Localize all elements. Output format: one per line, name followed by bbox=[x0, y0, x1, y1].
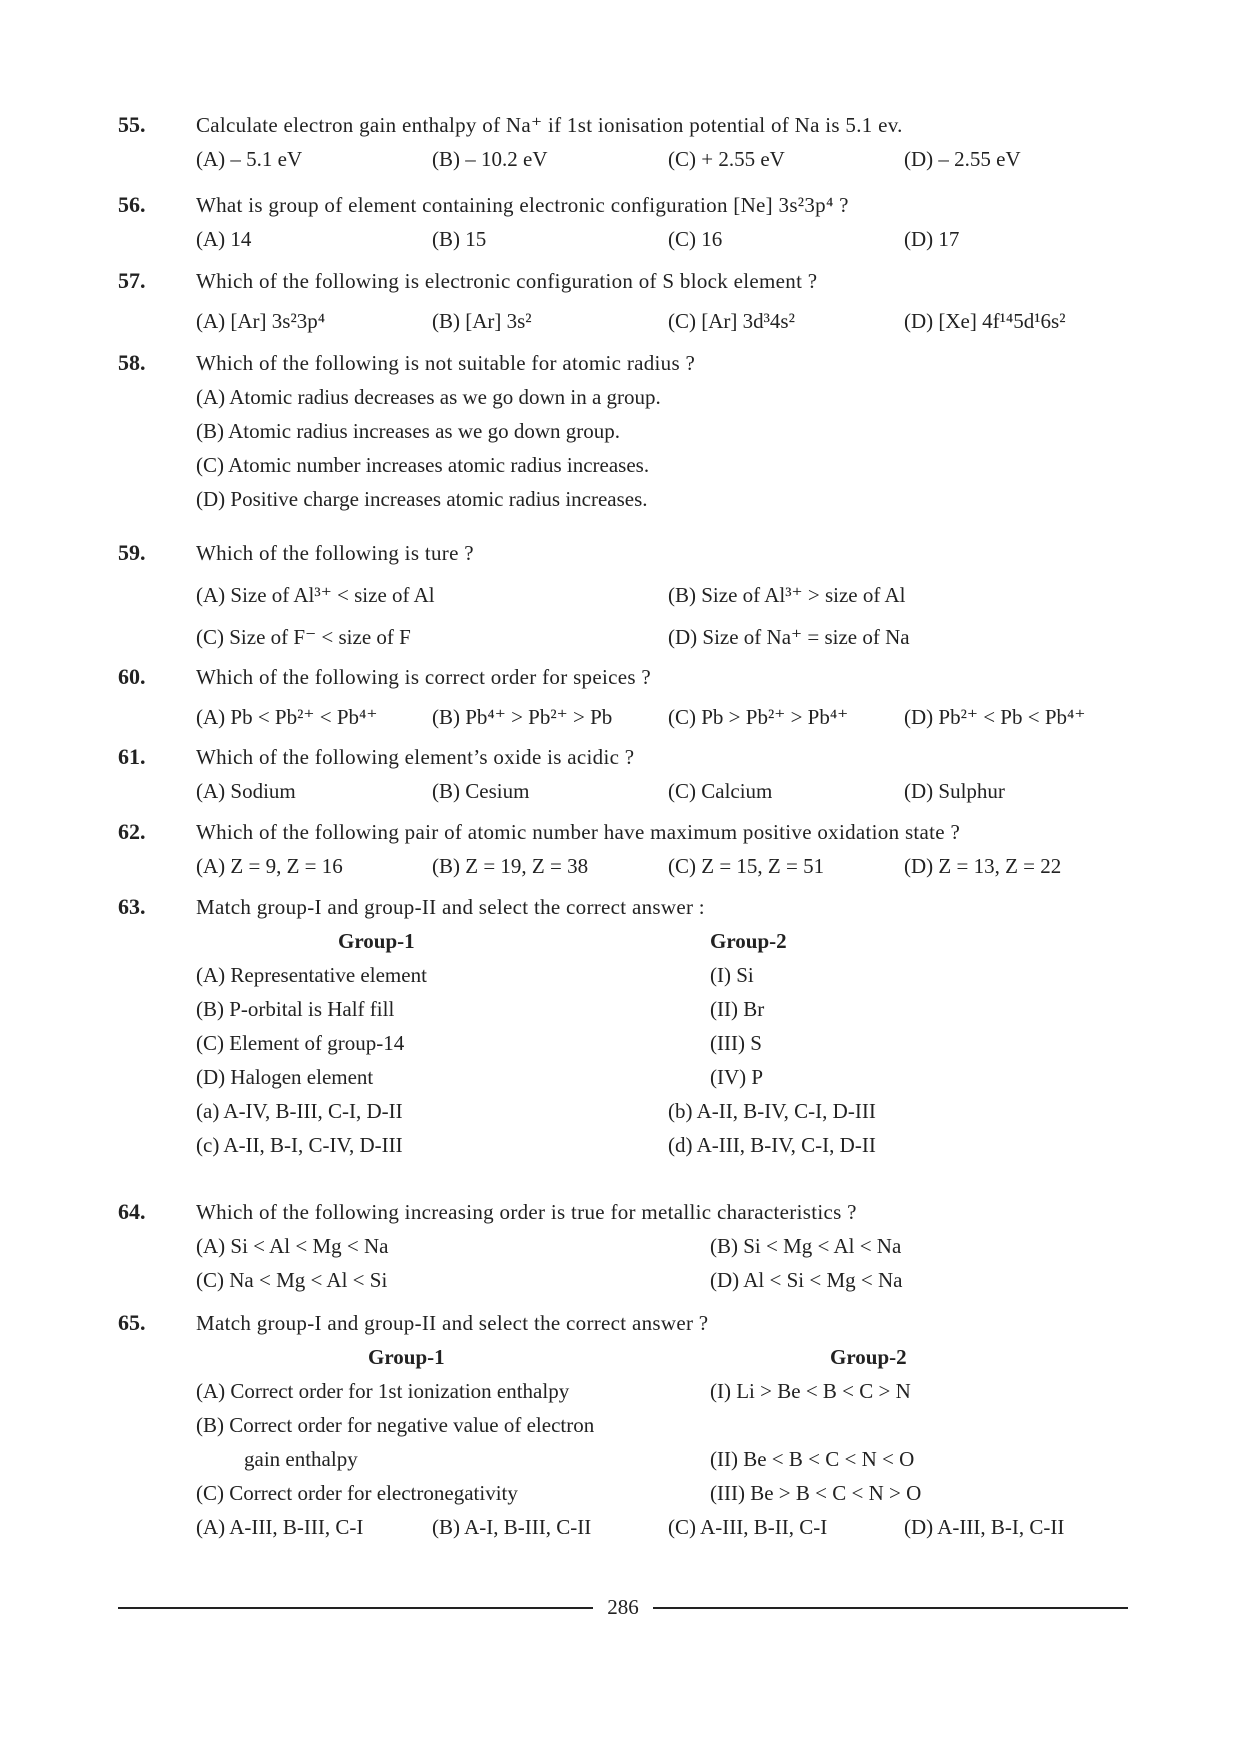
answer-option-c: (c) A-II, B-I, C-IV, D-III bbox=[196, 1133, 403, 1157]
footer-rule-right bbox=[653, 1607, 1128, 1609]
question-63 bbox=[118, 890, 1128, 1162]
group-1-item-continued: gain enthalpy bbox=[244, 1447, 358, 1471]
group-2-item: (II) Be < B < C < N < O bbox=[710, 1447, 915, 1471]
option-d: (D) Z = 13, Z = 22 bbox=[904, 854, 1062, 878]
option-b: (B) [Ar] 3s² bbox=[432, 309, 532, 333]
group-2-item: (I) Li > Be < B < C > N bbox=[710, 1379, 911, 1403]
group-1-item: (C) Element of group-14 bbox=[196, 1031, 405, 1055]
option-c: (C) Atomic number increases atomic radius increases. bbox=[196, 453, 650, 477]
question-65 bbox=[118, 1306, 1128, 1544]
question-61 bbox=[118, 740, 1128, 808]
question-number: 65. bbox=[118, 1310, 146, 1335]
question-text: Which of the following is not suitable for atomic radius ? bbox=[196, 351, 696, 375]
question-number: 63. bbox=[118, 894, 146, 919]
group-1-heading: Group-1 bbox=[368, 1345, 445, 1369]
option-c: (C) [Ar] 3d³4s² bbox=[668, 309, 795, 333]
group-2-heading: Group-2 bbox=[710, 929, 787, 953]
option-d: (D) Positive charge increases atomic radius increases. bbox=[196, 487, 648, 511]
question-text: Match group-I and group-II and select the correct answer : bbox=[196, 895, 705, 919]
option-c: (C) Calcium bbox=[668, 779, 773, 803]
question-number: 58. bbox=[118, 350, 146, 375]
option-d: (D) A-III, B-I, C-II bbox=[904, 1515, 1065, 1539]
option-a: (A) A-III, B-III, C-I bbox=[196, 1515, 364, 1539]
option-a: (A) Z = 9, Z = 16 bbox=[196, 854, 343, 878]
group-1-heading: Group-1 bbox=[338, 929, 415, 953]
question-text: Match group-I and group-II and select the correct answer ? bbox=[196, 1311, 709, 1335]
option-b: (B) Atomic radius increases as we go down group. bbox=[196, 419, 620, 443]
option-d: (D) Sulphur bbox=[904, 779, 1005, 803]
question-64 bbox=[118, 1195, 1128, 1297]
question-text: Calculate electron gain enthalpy of Na⁺ if 1st ionisation potential of Na is 5.1 ev. bbox=[196, 113, 903, 137]
question-58 bbox=[118, 346, 1128, 516]
answer-option-b: (b) A-II, B-IV, C-I, D-III bbox=[668, 1099, 876, 1123]
question-text: Which of the following is ture ? bbox=[196, 541, 474, 565]
option-b: (B) Size of Al³⁺ > size of Al bbox=[668, 583, 906, 607]
group-1-item: (B) Correct order for negative value of electron bbox=[196, 1413, 595, 1437]
group-2-item: (IV) P bbox=[710, 1065, 764, 1089]
option-b: (B) Z = 19, Z = 38 bbox=[432, 854, 589, 878]
question-number: 55. bbox=[118, 112, 146, 137]
option-c: (C) Size of F⁻ < size of F bbox=[196, 625, 411, 649]
option-c: (C) + 2.55 eV bbox=[668, 147, 785, 171]
option-c: (C) A-III, B-II, C-I bbox=[668, 1515, 828, 1539]
option-a: (A) 14 bbox=[196, 227, 252, 251]
question-number: 59. bbox=[118, 540, 146, 565]
page-number: 286 bbox=[607, 1595, 639, 1619]
question-59 bbox=[118, 536, 1128, 654]
group-1-item: (A) Representative element bbox=[196, 963, 427, 987]
page-footer bbox=[118, 1592, 1128, 1622]
group-2-heading: Group-2 bbox=[830, 1345, 907, 1369]
option-b: (B) – 10.2 eV bbox=[432, 147, 548, 171]
answer-option-a: (a) A-IV, B-III, C-I, D-II bbox=[196, 1099, 403, 1123]
option-c: (C) Z = 15, Z = 51 bbox=[668, 854, 825, 878]
option-a: (A) Pb < Pb²⁺ < Pb⁴⁺ bbox=[196, 705, 378, 729]
option-b: (B) Cesium bbox=[432, 779, 530, 803]
group-1-item: (B) P-orbital is Half fill bbox=[196, 997, 395, 1021]
question-number: 57. bbox=[118, 268, 146, 293]
option-d: (D) – 2.55 eV bbox=[904, 147, 1021, 171]
group-2-item: (III) S bbox=[710, 1031, 762, 1055]
question-number: 61. bbox=[118, 744, 146, 769]
option-a: (A) – 5.1 eV bbox=[196, 147, 303, 171]
question-57 bbox=[118, 264, 1128, 338]
option-b: (B) A-I, B-III, C-II bbox=[432, 1515, 592, 1539]
question-text: Which of the following element’s oxide is acidic ? bbox=[196, 745, 635, 769]
question-62 bbox=[118, 815, 1128, 883]
question-number: 64. bbox=[118, 1199, 146, 1224]
option-d: (D) Al < Si < Mg < Na bbox=[710, 1268, 903, 1292]
option-d: (D) 17 bbox=[904, 227, 960, 251]
question-text: What is group of element containing electronic configuration [Ne] 3s²3p⁴ ? bbox=[196, 193, 849, 217]
question-text: Which of the following increasing order is true for metallic characteristics ? bbox=[196, 1200, 857, 1224]
question-55 bbox=[118, 108, 1128, 176]
option-a: (A) Si < Al < Mg < Na bbox=[196, 1234, 389, 1258]
option-d: (D) [Xe] 4f¹⁴5d¹6s² bbox=[904, 309, 1066, 333]
question-text: Which of the following pair of atomic number have maximum positive oxidation state ? bbox=[196, 820, 961, 844]
group-2-item: (I) Si bbox=[710, 963, 754, 987]
option-a: (A) Sodium bbox=[196, 779, 296, 803]
question-text: Which of the following is electronic configuration of S block element ? bbox=[196, 269, 818, 293]
option-b: (B) 15 bbox=[432, 227, 487, 251]
question-56 bbox=[118, 188, 1128, 256]
question-number: 56. bbox=[118, 192, 146, 217]
answer-option-d: (d) A-III, B-IV, C-I, D-II bbox=[668, 1133, 876, 1157]
group-1-item: (A) Correct order for 1st ionization enthalpy bbox=[196, 1379, 570, 1403]
question-text: Which of the following is correct order for speices ? bbox=[196, 665, 651, 689]
option-a: (A) Size of Al³⁺ < size of Al bbox=[196, 583, 435, 607]
option-b: (B) Si < Mg < Al < Na bbox=[710, 1234, 902, 1258]
question-number: 62. bbox=[118, 819, 146, 844]
group-2-item: (III) Be > B < C < N > O bbox=[710, 1481, 922, 1505]
option-d: (D) Pb²⁺ < Pb < Pb⁴⁺ bbox=[904, 705, 1086, 729]
question-number: 60. bbox=[118, 664, 146, 689]
option-a: (A) [Ar] 3s²3p⁴ bbox=[196, 309, 326, 333]
option-a: (A) Atomic radius decreases as we go down in a group. bbox=[196, 385, 661, 409]
option-b: (B) Pb⁴⁺ > Pb²⁺ > Pb bbox=[432, 705, 613, 729]
group-1-item: (D) Halogen element bbox=[196, 1065, 374, 1089]
group-1-item: (C) Correct order for electronegativity bbox=[196, 1481, 518, 1505]
group-2-item: (II) Br bbox=[710, 997, 765, 1021]
question-60 bbox=[118, 660, 1128, 734]
option-d: (D) Size of Na⁺ = size of Na bbox=[668, 625, 910, 649]
option-c: (C) Pb > Pb²⁺ > Pb⁴⁺ bbox=[668, 705, 849, 729]
option-c: (C) Na < Mg < Al < Si bbox=[196, 1268, 388, 1292]
option-c: (C) 16 bbox=[668, 227, 723, 251]
